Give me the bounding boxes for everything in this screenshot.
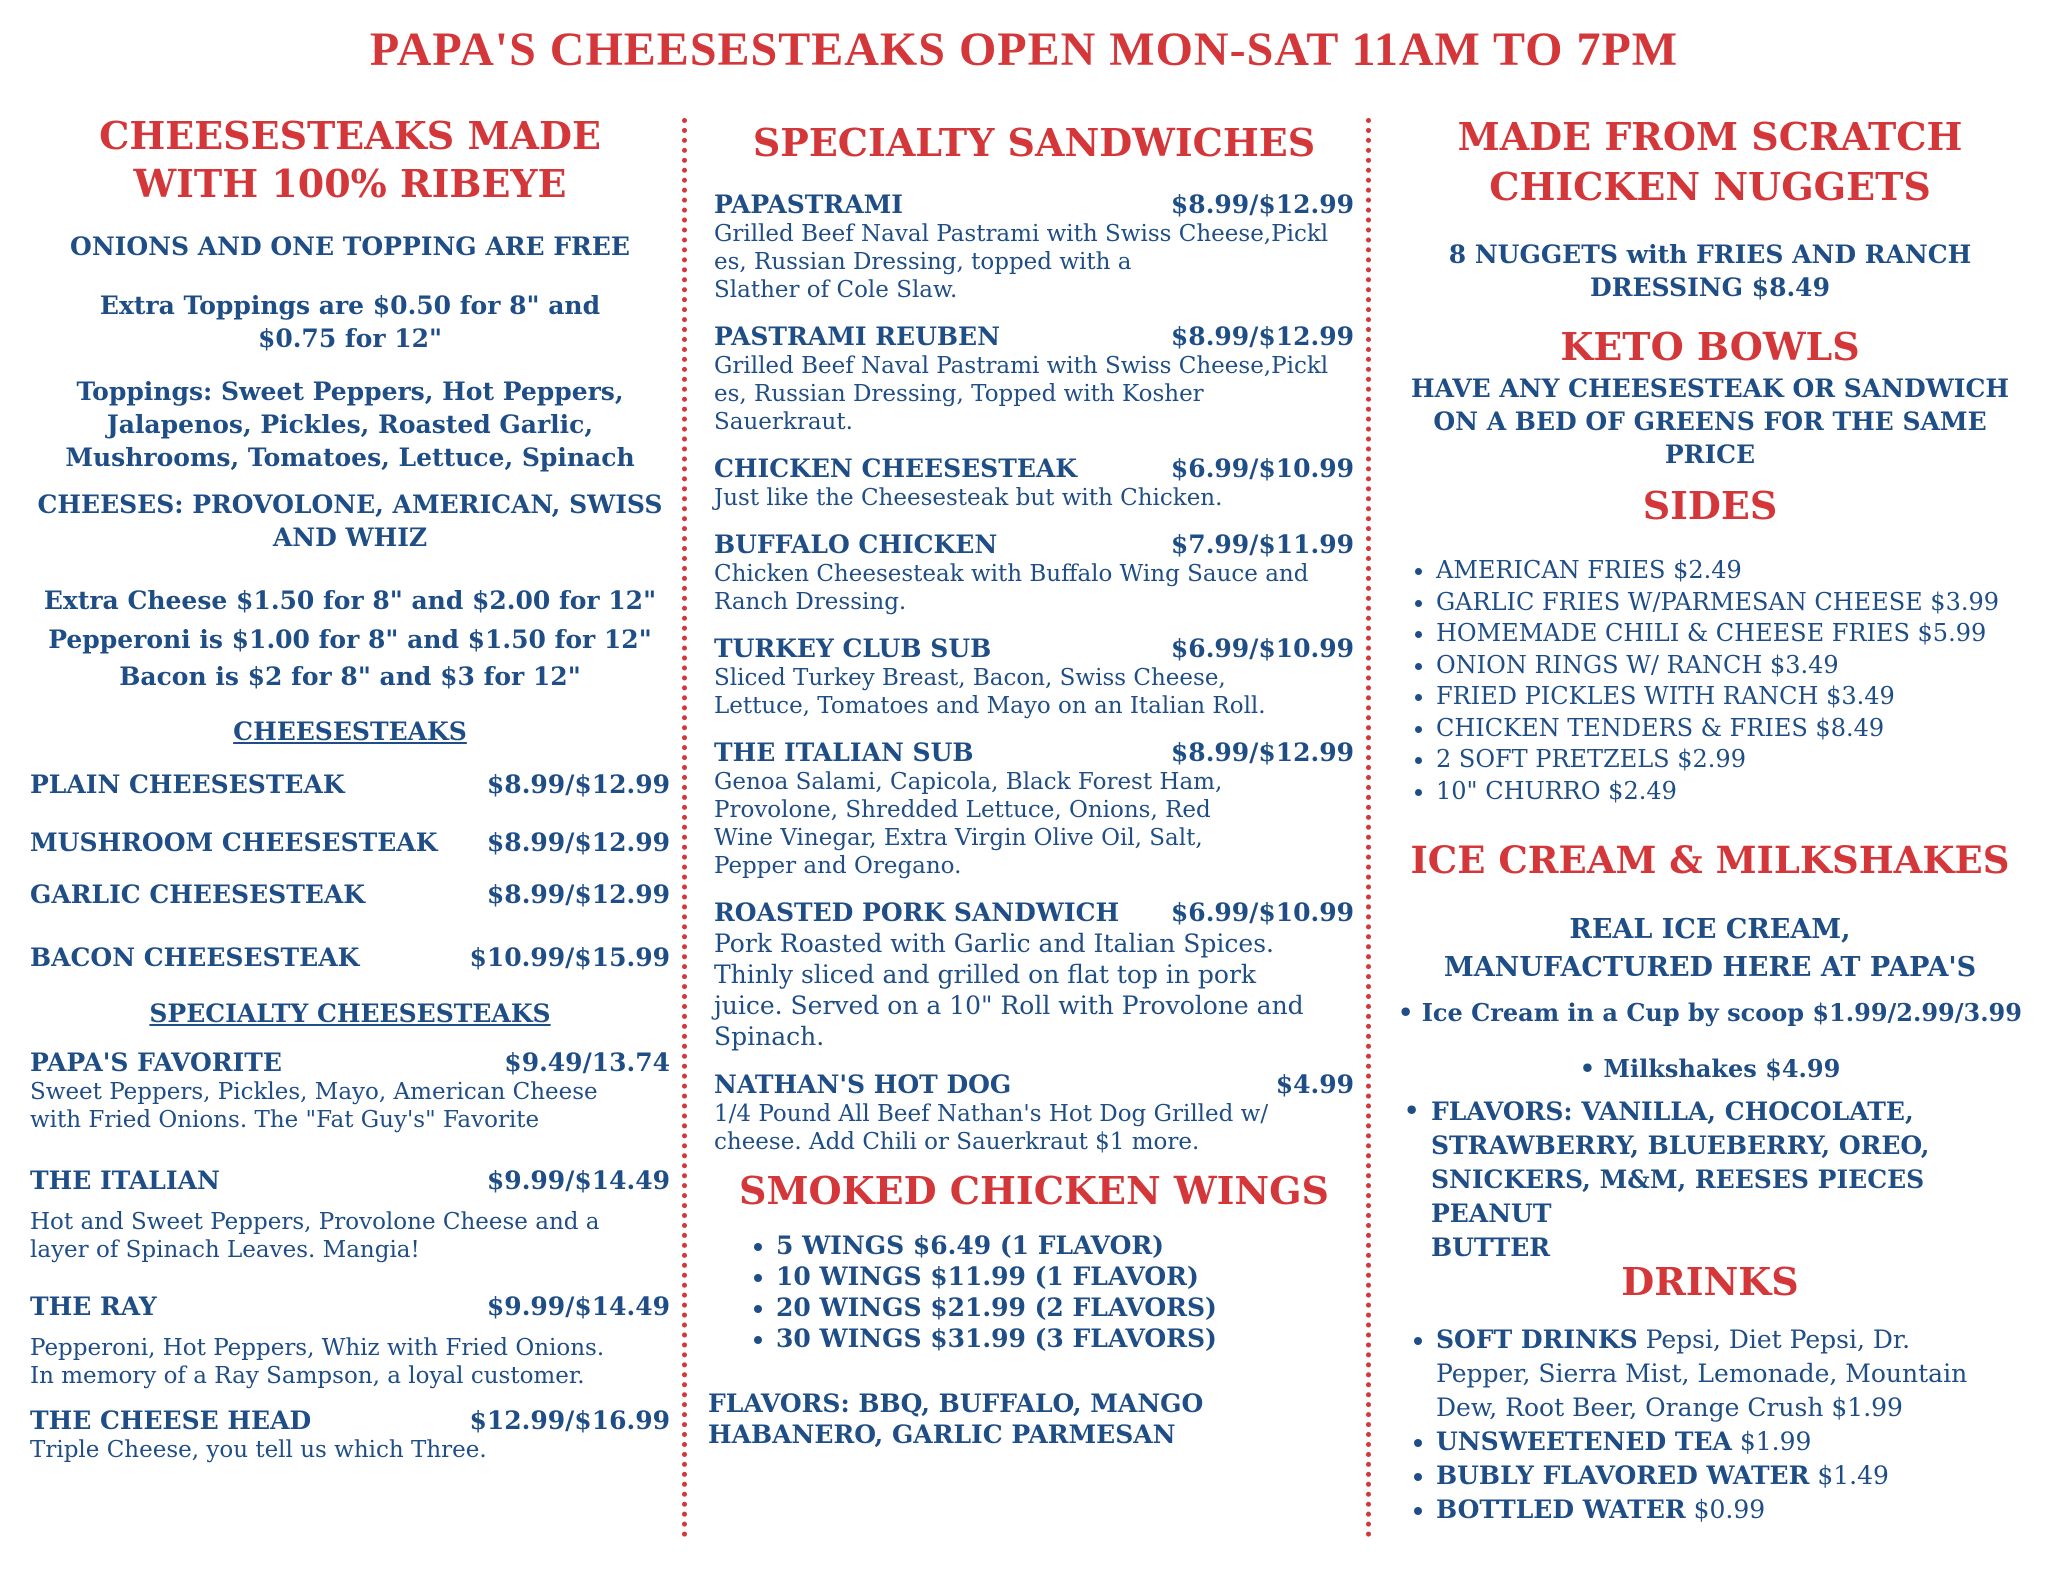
menu-item [714,530,1354,616]
list-item: • 30 WINGS $31.99 (3 FLAVORS) [776,1323,1354,1354]
item-name: BACON CHEESESTEAK [30,943,360,972]
item-name: GARLIC CHEESESTEAK [30,880,365,909]
title-line: CHICKEN NUGGETS [1489,164,1931,209]
item-description: Slather of Cole Slaw. [714,277,958,303]
list-item [1436,1493,2030,1527]
text-line: MANUFACTURED HERE AT PAPA'S [1443,952,1977,983]
cheesesteaks-heading: CHEESESTEAKS [233,717,467,746]
list-item: • 20 WINGS $21.99 (2 FLAVORS) [776,1292,1354,1323]
list-item: • 5 WINGS $6.49 (1 FLAVOR) [776,1230,1354,1261]
item-header [714,322,1354,352]
sides-title: SIDES [1642,483,1778,528]
menu-item [714,898,1354,1052]
item-header [714,454,1354,484]
item-price: $12.99/$16.99 [469,1406,670,1435]
item-name: ROASTED PORK SANDWICH [714,898,1120,927]
item-description: Triple Cheese, you tell us which Three. [30,1437,487,1463]
menu-item [30,828,670,858]
menu-item [714,738,1354,880]
item-name: CHICKEN CHEESESTEAK [714,454,1078,483]
keto-description [1390,372,2030,471]
list-item: • CHICKEN TENDERS & FRIES $8.49 [1436,713,2030,745]
wings-title: SMOKED CHICKEN WINGS [739,1168,1329,1213]
item-description: Grilled Beef Naval Pastrami with Swiss Cheese,Pickl [714,221,1329,247]
list-item: • 10 WINGS $11.99 (1 FLAVOR) [776,1261,1354,1292]
sides-column [1390,112,2030,1527]
sides-list [1390,555,2030,807]
list-item [1436,1459,2030,1493]
item-price: $4.99 [1275,1070,1354,1099]
item-description: Pepper and Oregano. [714,853,962,879]
cheeses-list [30,488,670,554]
drink-detail: Dew, Root Beer, Orange Crush $1.99 [1436,1393,1903,1422]
item-description: layer of Spinach Leaves. Mangia! [30,1237,420,1263]
drink-name: SOFT DRINKS [1436,1325,1638,1354]
item-name: THE ITALIAN [30,1166,220,1195]
item-name: TURKEY CLUB SUB [714,634,992,663]
menu-item [714,1070,1354,1156]
menu-item [30,1406,670,1464]
item-description: Thinly sliced and grilled on flat top in pork [714,960,1257,989]
item-description: Hot and Sweet Peppers, Provolone Cheese and a [30,1209,600,1235]
column-divider [682,118,687,1538]
item-name: MUSHROOM CHEESESTEAK [30,828,438,857]
menu-item [714,322,1354,436]
item-text: Milkshakes $4.99 [1603,1054,1841,1083]
drink-name: BUBLY FLAVORED WATER [1436,1461,1810,1490]
item-price: $9.99/$14.49 [486,1292,670,1321]
toppings-list [30,375,670,474]
item-name: THE RAY [30,1292,157,1321]
menu-item [30,770,670,800]
text-line: Jalapenos, Pickles, Roasted Garlic, [106,410,594,439]
item-price: $6.99/$10.99 [1170,898,1354,927]
ice-cream-cup: • Ice Cream in a Cup by scoop $1.99/2.99/3.99 [1398,998,2022,1027]
specialty-sandwiches-title: SPECIALTY SANDWICHES [752,120,1316,165]
text-line: PRICE [1664,440,1756,469]
list-item: • 10" CHURRO $2.49 [1436,776,2030,808]
item-description: Sliced Turkey Breast, Bacon, Swiss Cheese, [714,665,1226,691]
item-price: $8.99/$12.99 [486,880,670,909]
text-line: DRESSING $8.49 [1590,273,1830,302]
item-description: cheese. Add Chili or Sauerkraut $1 more. [714,1129,1200,1155]
list-item: • HOMEMADE CHILI & CHEESE FRIES $5.99 [1436,618,2030,650]
text-line: Extra Toppings are $0.50 for 8" and [99,291,601,320]
item-price: $9.49/13.74 [504,1048,670,1077]
item-price: $8.99/$12.99 [1170,738,1354,767]
item-name: PAPASTRAMI [714,190,903,219]
text-line: Mushrooms, Tomatoes, Lettuce, Spinach [65,443,635,472]
item-description: with Fried Onions. The "Fat Guy's" Favorite [30,1107,540,1133]
wings-list [714,1230,1354,1354]
nuggets-title [1390,112,2030,212]
list-item: • AMERICAN FRIES $2.49 [1436,555,2030,587]
sandwiches-column [708,112,1354,1450]
item-price: $8.99/$12.99 [486,828,670,857]
item-description: Pork Roasted with Garlic and Italian Spices. [714,929,1274,958]
item-header [714,1070,1354,1100]
drink-detail: Pepsi, Diet Pepsi, Dr. [1637,1325,1911,1354]
item-price: $7.99/$11.99 [1170,530,1354,559]
item-header [714,530,1354,560]
text-line: STRAWBERRY, BLUEBERRY, OREO, [1430,1131,1930,1160]
list-item: • GARLIC FRIES W/PARMESAN CHEESE $3.99 [1436,587,2030,619]
item-description: Sweet Peppers, Pickles, Mayo, American Cheese [30,1079,598,1105]
text-line: SNICKERS, M&M, REESES PIECES PEANUT [1430,1165,1925,1228]
title-line: MADE FROM SCRATCH [1457,114,1963,159]
item-description: Provolone, Shredded Lettuce, Onions, Red [714,797,1211,823]
keto-bowls-title: KETO BOWLS [1560,324,1860,369]
item-description: Grilled Beef Naval Pastrami with Swiss Cheese,Pickl [714,353,1329,379]
item-price: $8.99/$12.99 [1170,322,1354,351]
text-line: $0.75 for 12" [257,324,443,353]
item-price: $10.99/$15.99 [469,943,670,972]
item-description: Lettuce, Tomatoes and Mayo on an Italian Roll. [714,693,1266,719]
item-price: $9.99/$14.49 [486,1166,670,1195]
extra-cheese-note: Extra Cheese $1.50 for 8" and $2.00 for 12" [43,586,657,615]
item-description: es, Russian Dressing, topped with a [714,249,1132,275]
specialty-list [30,1048,670,1464]
text-line: Toppings: Sweet Peppers, Hot Peppers, [76,377,624,406]
text-line: HABANERO, GARLIC PARMESAN [708,1420,1176,1449]
milkshakes: • Milkshakes $4.99 [1579,1054,1841,1083]
page-title: PAPA'S CHEESESTEAKS OPEN MON-SAT 11AM TO 7PM [369,23,1679,76]
ice-cream-note [1390,911,2030,987]
text-line: REAL ICE CREAM, [1569,914,1851,945]
list-item: • ONION RINGS W/ RANCH $3.49 [1436,650,2030,682]
menu-item [30,1166,670,1264]
list-item: • 2 SOFT PRETZELS $2.99 [1436,744,2030,776]
item-description: Wine Vinegar, Extra Virgin Olive Oil, Salt, [714,825,1203,851]
list-item [1436,1425,2030,1459]
cheesesteaks-column [30,112,670,1464]
extra-toppings-note [30,289,670,355]
column-divider [1366,118,1371,1538]
item-name: THE CHEESE HEAD [30,1406,312,1435]
item-description: Just like the Cheesesteak but with Chicken. [714,485,1223,511]
list-item [1436,1323,2030,1425]
item-description: Genoa Salami, Capicola, Black Forest Ham, [714,769,1223,795]
item-header [714,898,1354,928]
item-name: PAPA'S FAVORITE [30,1048,282,1077]
text-line: ON A BED OF GREENS FOR THE SAME [1433,407,1987,436]
free-note: ONIONS AND ONE TOPPING ARE FREE [70,232,630,261]
specialty-cheesesteaks-heading: SPECIALTY CHEESESTEAKS [149,999,551,1028]
item-price: $6.99/$10.99 [1170,634,1354,663]
text-line: FLAVORS: VANILLA, CHOCOLATE, [1430,1097,1914,1126]
item-description: In memory of a Ray Sampson, a loyal customer. [30,1363,585,1389]
drinks-title: DRINKS [1621,1259,1799,1304]
drink-detail: $0.99 [1685,1495,1766,1524]
text-line: FLAVORS: BBQ, BUFFALO, MANGO [708,1389,1204,1418]
drink-name: BOTTLED WATER [1436,1495,1686,1524]
pepperoni-note: Pepperoni is $1.00 for 8" and $1.50 for 12" [48,625,652,654]
menu-item [714,454,1354,512]
item-description: Sauerkraut. [714,409,853,435]
text-line: 8 NUGGETS with FRIES AND RANCH [1448,240,1972,269]
nuggets-description [1390,238,2030,304]
item-header [714,634,1354,664]
bacon-note: Bacon is $2 for 8" and $3 for 12" [119,662,581,691]
cheesesteaks-title [30,112,670,208]
item-price: $6.99/$10.99 [1170,454,1354,483]
wing-flavors [708,1388,1354,1450]
menu-item [30,880,670,910]
menu-item [30,1292,670,1390]
item-name: THE ITALIAN SUB [714,738,974,767]
item-name: PLAIN CHEESESTEAK [30,770,345,799]
drink-name: UNSWEETENED TEA [1436,1427,1732,1456]
drink-detail: $1.99 [1731,1427,1812,1456]
item-description: 1/4 Pound All Beef Nathan's Hot Dog Grilled w/ [714,1101,1269,1127]
title-line: CHEESESTEAKS MADE [99,113,601,158]
item-description: es, Russian Dressing, Topped with Kosher [714,381,1204,407]
text-line: BUTTER [1430,1233,1551,1262]
menu-item [714,190,1354,304]
item-description: Spinach. [714,1022,825,1051]
item-description: Pepperoni, Hot Peppers, Whiz with Fried Onions. [30,1335,605,1361]
text-line: HAVE ANY CHEESESTEAK OR SANDWICH [1411,374,2009,403]
item-name: BUFFALO CHICKEN [714,530,998,559]
menu-item [30,943,670,973]
item-description: juice. Served on a 10" Roll with Provolone and [714,991,1304,1020]
ice-cream-title: ICE CREAM & MILKSHAKES [1410,838,2010,882]
item-description: Ranch Dressing. [714,589,907,615]
item-description: Chicken Cheesesteak with Buffalo Wing Sauce and [714,561,1309,587]
menu-item [714,634,1354,720]
item-name: PASTRAMI REUBEN [714,322,1000,351]
item-text: Ice Cream in a Cup by scoop $1.99/2.99/3.99 [1421,998,2022,1027]
list-item: • FRIED PICKLES WITH RANCH $3.49 [1436,681,2030,713]
item-price: $8.99/$12.99 [486,770,670,799]
drink-detail: $1.49 [1809,1461,1889,1490]
drink-detail: Pepper, Sierra Mist, Lemonade, Mountain [1436,1359,1968,1388]
item-name: NATHAN'S HOT DOG [714,1070,1012,1099]
drinks-list [1390,1323,2030,1527]
text-line: AND WHIZ [272,523,428,552]
sandwich-list [714,190,1354,1156]
item-price: $8.99/$12.99 [1170,190,1354,219]
item-header [714,190,1354,220]
title-line: WITH 100% RIBEYE [133,161,567,206]
menu-item [30,1048,670,1134]
ice-cream-flavors: • FLAVORS: VANILLA, CHOCOLATE, STRAWBERRY, BLUEBERRY, OREO, SNICKERS, M&M, REESES PIECES PEANUT BUTTER [1390,1095,2030,1265]
text-line: CHEESES: PROVOLONE, AMERICAN, SWISS [37,490,663,519]
item-header [714,738,1354,768]
